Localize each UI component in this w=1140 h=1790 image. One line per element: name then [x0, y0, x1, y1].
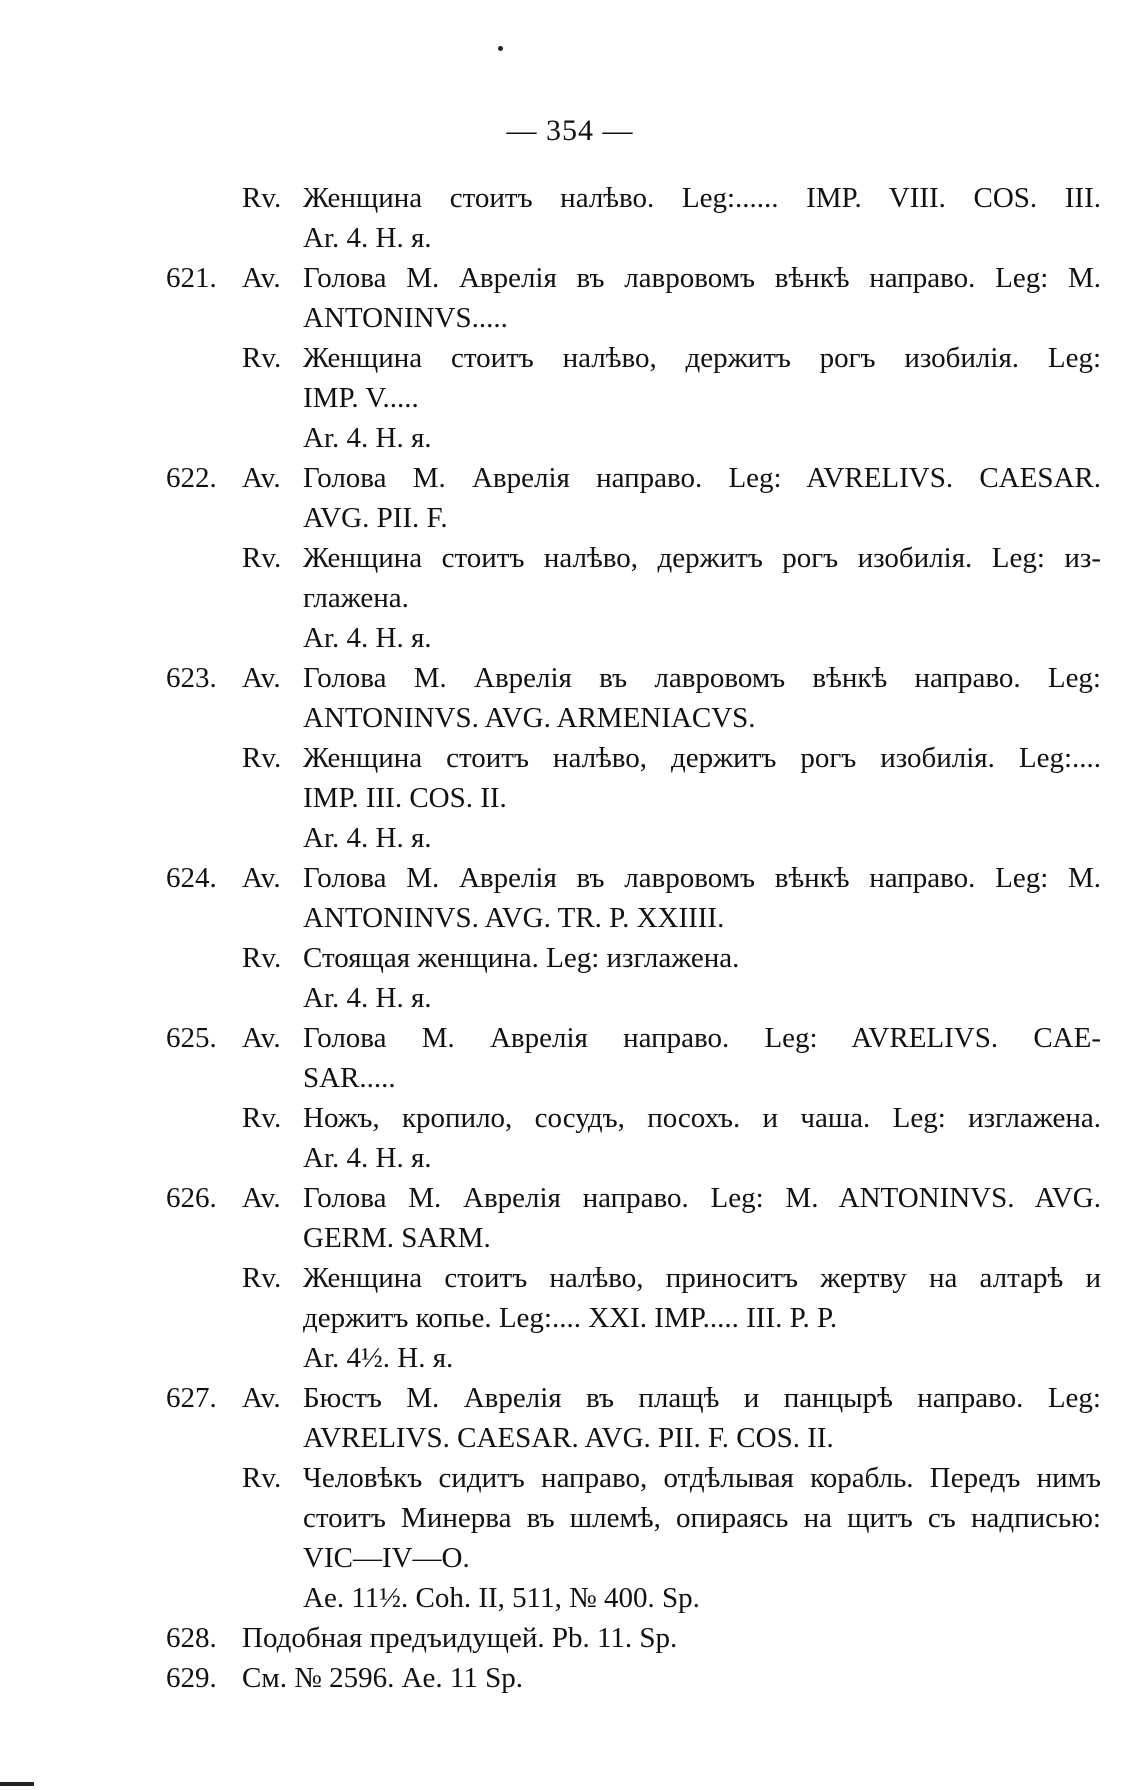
- line-text: глажена.: [303, 582, 409, 614]
- line-text: Ar. 4. H. я.: [303, 982, 432, 1014]
- side-label: Av.: [242, 1182, 281, 1214]
- text-line: [166, 1378, 1101, 1418]
- side-label: Rv.: [242, 942, 282, 974]
- side-label: Rv.: [242, 1262, 282, 1294]
- line-text: Голова М. Аврелія въ лавровомъ вѣнкѣ направо. Leg: M.: [303, 262, 1101, 294]
- entry-number: 623.: [166, 662, 217, 694]
- text-line: [166, 538, 1101, 578]
- text-line: [166, 698, 1101, 738]
- entry-number: 626.: [166, 1182, 217, 1214]
- text-line: [166, 658, 1101, 698]
- text-line: [166, 458, 1101, 498]
- entry-number: 627.: [166, 1382, 217, 1414]
- text-line: [166, 1538, 1101, 1578]
- text-line: [166, 498, 1101, 538]
- line-text: Бюстъ М. Аврелія въ плащѣ и панцырѣ направо. Leg:: [303, 1382, 1101, 1414]
- text-line: [166, 1618, 1101, 1658]
- line-text: Голова М. Аврелія въ лавровомъ вѣнкѣ направо. Leg:: [303, 662, 1101, 694]
- line-text: Ar. 4. H. я.: [303, 422, 432, 454]
- line-text: Женщина стоитъ налѣво, приноситъ жертву на алтарѣ и: [303, 1262, 1101, 1294]
- entry-number: 625.: [166, 1022, 217, 1054]
- text-line: [166, 1058, 1101, 1098]
- text-line: [166, 1218, 1101, 1258]
- line-text: Женщина стоитъ налѣво. Leg:...... IMP. VIII. COS. III.: [303, 182, 1101, 214]
- text-line: [166, 578, 1101, 618]
- text-line: [166, 978, 1101, 1018]
- line-text: Стоящая женщина. Leg: изглажена.: [303, 942, 740, 974]
- side-label: Rv.: [242, 342, 282, 374]
- side-label: Rv.: [242, 1102, 282, 1134]
- text-line: [166, 818, 1101, 858]
- line-text: Женщина стоитъ налѣво, держитъ рогъ изобилія. Leg:: [303, 342, 1101, 374]
- text-line: [166, 258, 1101, 298]
- line-text: Голова М. Аврелія направо. Leg: AVRELIVS. CAE-: [303, 1022, 1101, 1054]
- text-line: [166, 418, 1101, 458]
- text-line: [166, 858, 1101, 898]
- entry-number: 622.: [166, 462, 217, 494]
- text-line: [166, 1498, 1101, 1538]
- text-line: [166, 218, 1101, 258]
- side-label: Rv.: [242, 542, 282, 574]
- line-text: IMP. V.....: [303, 382, 419, 414]
- text-line: [166, 1338, 1101, 1378]
- text-line: [166, 1658, 1101, 1698]
- text-line: [166, 338, 1101, 378]
- side-label: Rv.: [242, 182, 282, 214]
- line-text: Ae. 11½. Coh. II, 511, № 400. Sp.: [303, 1582, 700, 1614]
- line-text: Голова М. Аврелія направо. Leg: AVRELIVS. CAESAR.: [303, 462, 1101, 494]
- text-line: [166, 298, 1101, 338]
- line-text: VIC—IV—O.: [303, 1542, 470, 1574]
- side-label: Av.: [242, 1022, 281, 1054]
- entry-number: 621.: [166, 262, 217, 294]
- text-line: [166, 1578, 1101, 1618]
- text-line: [166, 178, 1101, 218]
- line-text: AVG. PII. F.: [303, 502, 448, 534]
- side-label: Rv.: [242, 742, 282, 774]
- line-text: ANTONINVS. AVG. ARMENIACVS.: [303, 702, 756, 734]
- text-line: [166, 1178, 1101, 1218]
- text-line: [166, 1138, 1101, 1178]
- entry-number: 624.: [166, 862, 217, 894]
- text-line: [166, 938, 1101, 978]
- text-line: [166, 1258, 1101, 1298]
- line-text: Ножъ, кропило, сосудъ, посохъ. и чаша. Leg: изглажена.: [303, 1102, 1101, 1134]
- line-text: Ar. 4. H. я.: [303, 1142, 432, 1174]
- side-label: Rv.: [242, 1462, 282, 1494]
- line-text: AVRELIVS. CAESAR. AVG. PII. F. COS. II.: [303, 1422, 834, 1454]
- line-text: держитъ копье. Leg:.... XXI. IMP..... III. P. P.: [303, 1302, 838, 1334]
- line-text: Ar. 4. H. я.: [303, 222, 432, 254]
- text-line: [166, 1018, 1101, 1058]
- margin-mark: [0, 1782, 34, 1786]
- text-line: [166, 618, 1101, 658]
- text-line: [166, 1418, 1101, 1458]
- side-label: Av.: [242, 462, 281, 494]
- line-text: Голова М. Аврелія въ лавровомъ вѣнкѣ направо. Leg: M.: [303, 862, 1101, 894]
- line-text: Ar. 4½. H. я.: [303, 1342, 454, 1374]
- line-text: Ar. 4. H. я.: [303, 622, 432, 654]
- line-text: стоитъ Минерва въ шлемѣ, опираясь на щитъ съ надписью:: [303, 1502, 1101, 1534]
- line-text: Подобная предъидущей. Pb. 11. Sp.: [242, 1622, 678, 1654]
- text-line: [166, 1458, 1101, 1498]
- text-line: [166, 898, 1101, 938]
- line-text: Женщина стоитъ налѣво, держитъ рогъ изобилія. Leg: из-: [303, 542, 1101, 574]
- line-text: Женщина стоитъ налѣво, держитъ рогъ изобилія. Leg:....: [303, 742, 1101, 774]
- text-line: [166, 378, 1101, 418]
- side-label: Av.: [242, 862, 281, 894]
- entry-number: 628.: [166, 1622, 217, 1654]
- line-text: ANTONINVS.....: [303, 302, 508, 334]
- line-text: GERM. SARM.: [303, 1222, 491, 1254]
- side-label: Av.: [242, 262, 281, 294]
- line-text: Ar. 4. H. я.: [303, 822, 432, 854]
- side-label: Av.: [242, 662, 281, 694]
- line-text: Голова М. Аврелія направо. Leg: M. ANTONINVS. AVG.: [303, 1182, 1101, 1214]
- text-line: [166, 1298, 1101, 1338]
- text-line: [166, 1098, 1101, 1138]
- page-body: [166, 178, 1101, 1698]
- line-text: SAR.....: [303, 1062, 396, 1094]
- print-speck: [498, 46, 503, 51]
- line-text: См. № 2596. Ae. 11 Sp.: [242, 1662, 523, 1694]
- page-number: — 354 —: [506, 114, 634, 147]
- side-label: Av.: [242, 1382, 281, 1414]
- line-text: ANTONINVS. AVG. TR. P. XXIIII.: [303, 902, 725, 934]
- entry-number: 629.: [166, 1662, 217, 1694]
- text-line: [166, 738, 1101, 778]
- text-line: [166, 778, 1101, 818]
- line-text: Человѣкъ сидитъ направо, отдѣлывая корабль. Передъ нимъ: [303, 1462, 1101, 1494]
- line-text: IMP. III. COS. II.: [303, 782, 507, 814]
